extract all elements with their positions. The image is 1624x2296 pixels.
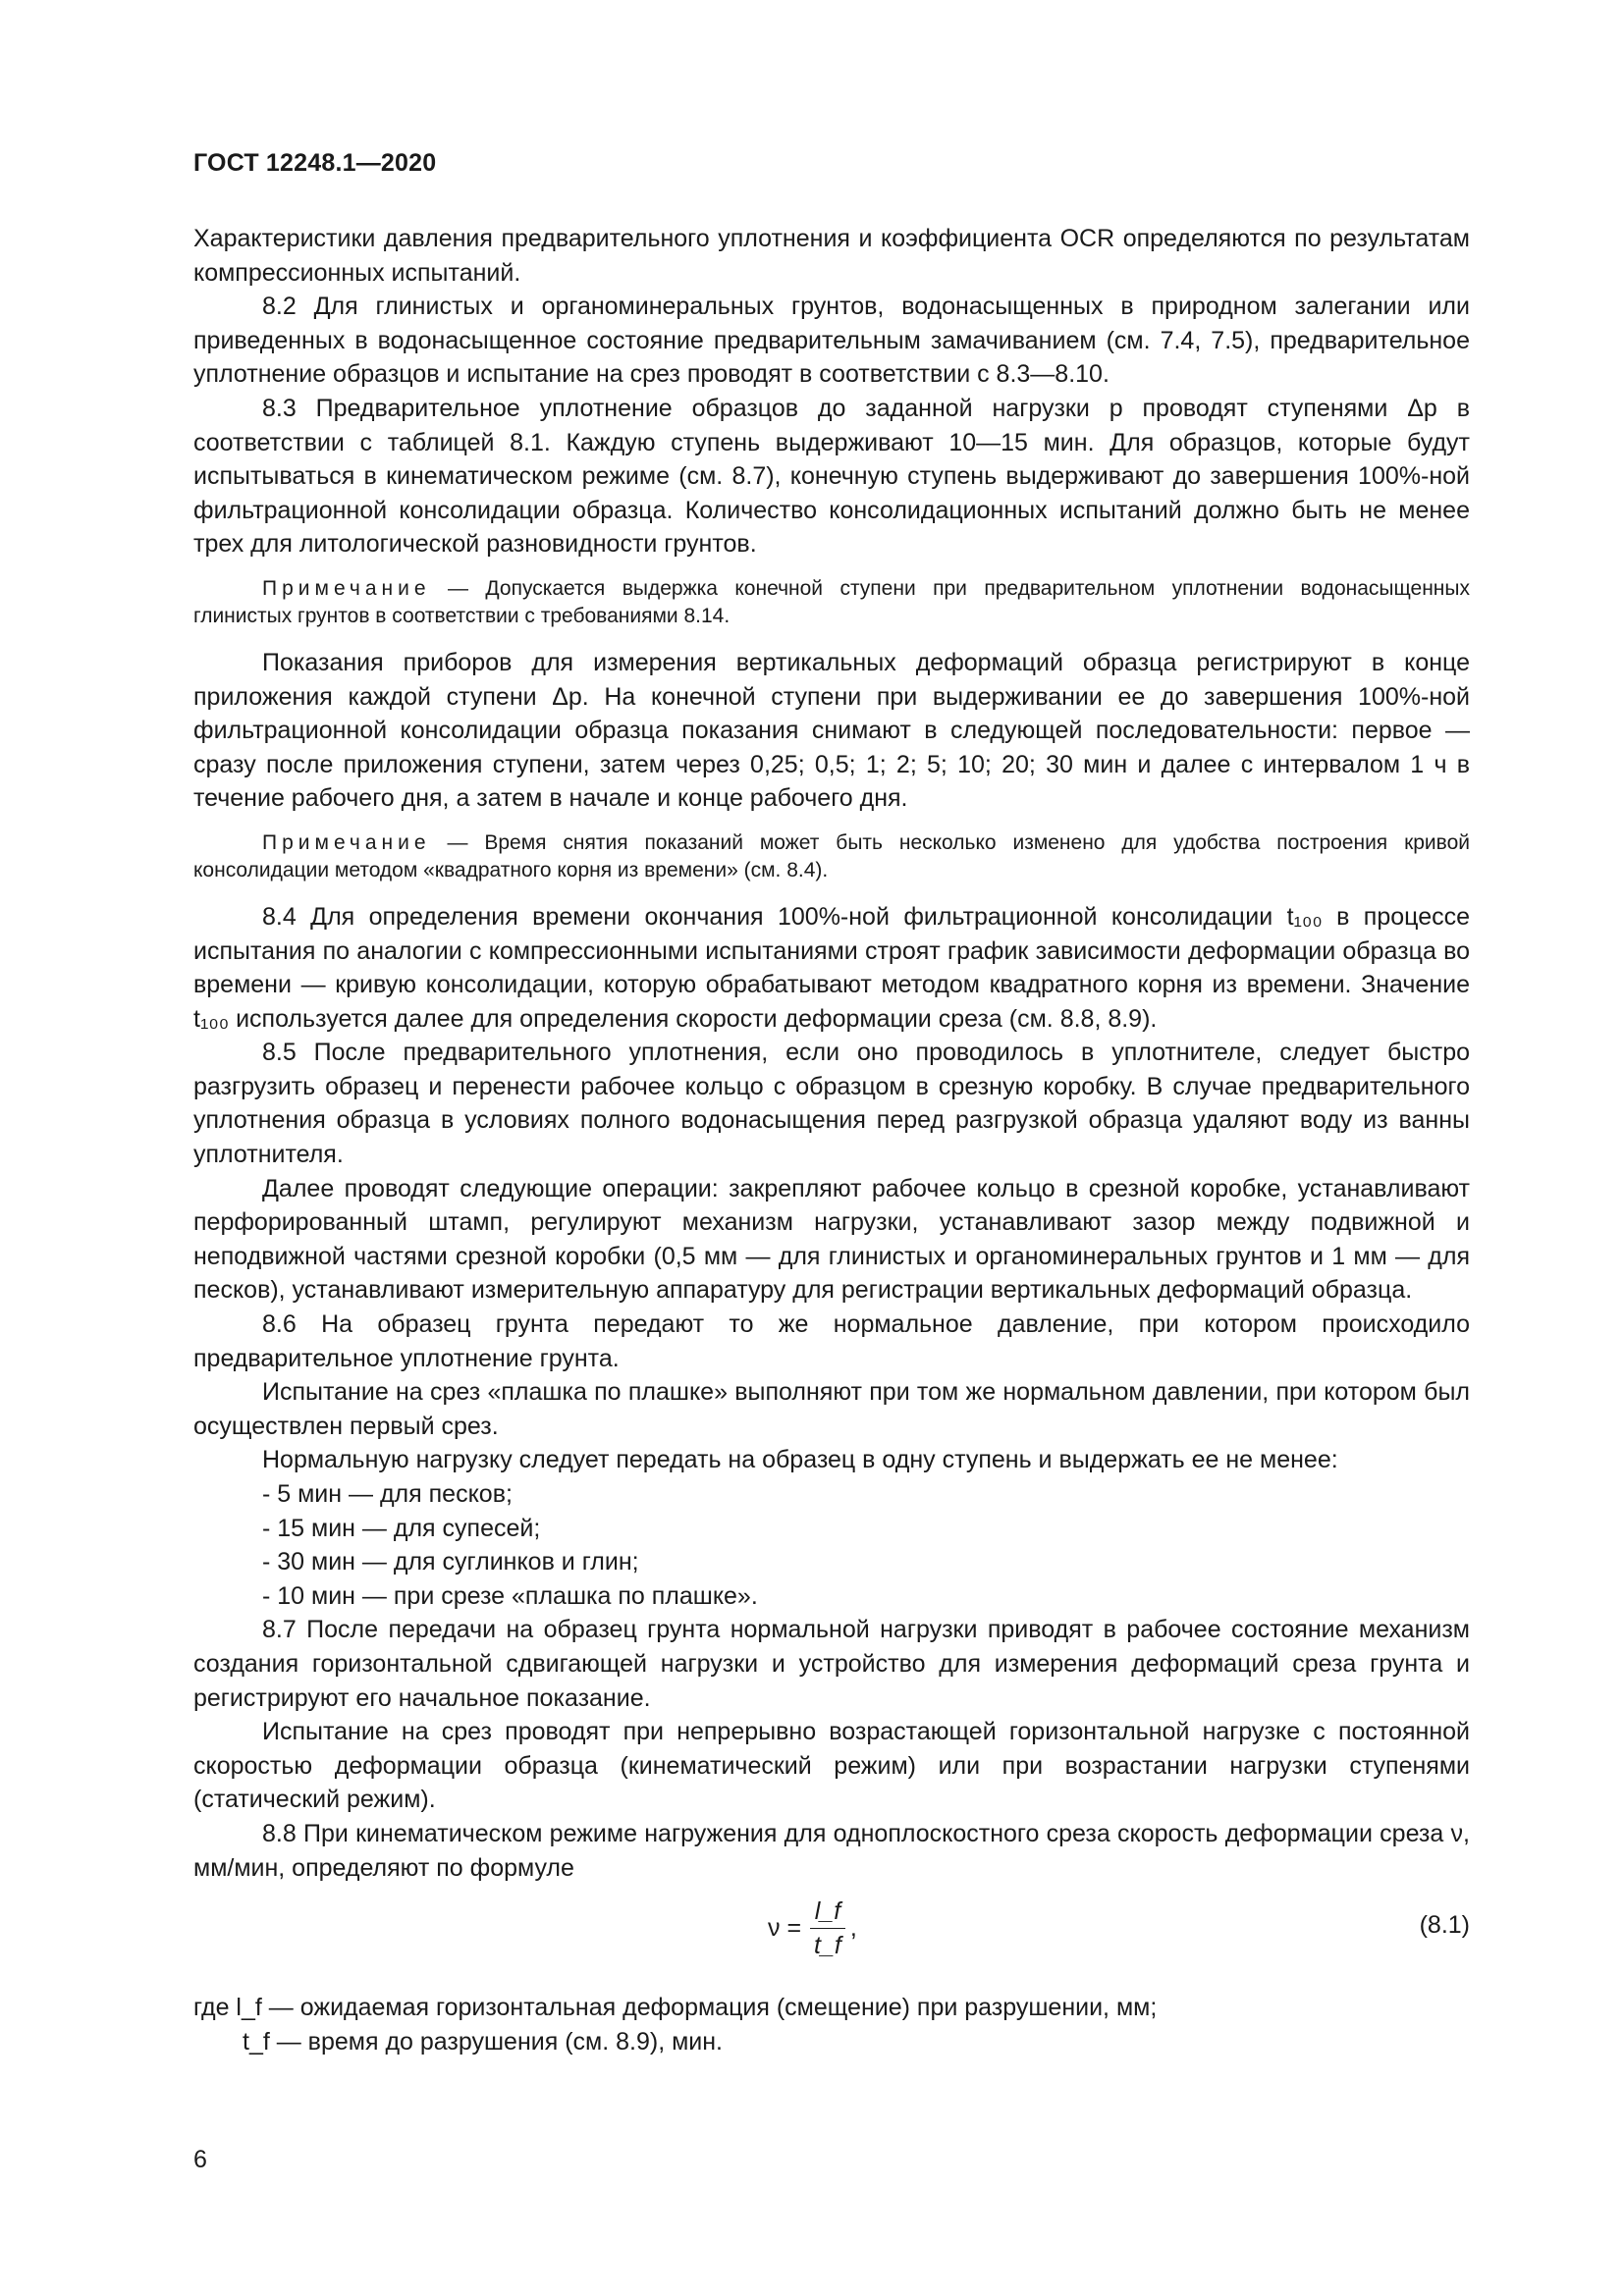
note-label: Примечание: [262, 576, 431, 600]
paragraph-normal-load: Нормальную нагрузку следует передать на образец в одну ступень и выдержать ее не менее:: [262, 1446, 1338, 1474]
paragraph-8-8: 8.8 При кинематическом режиме нагружения для одноплоскостного среза скорость деформации среза ν, мм/мин, определяют по формуле: [193, 1819, 1470, 1882]
formula-denominator: t_f: [814, 1932, 841, 1960]
document-number-header: ГОСТ 12248.1—2020: [193, 149, 437, 177]
note-text: — Время снятия показаний может быть несколько изменено для удобства построения кривой консолидации методом «квадратного корня из времени» (см. 8.4).: [193, 830, 1470, 881]
note-label: Примечание: [262, 830, 431, 854]
note-text: — Допускается выдержка конечной ступени при предварительном уплотнении водонасыщенных глинистых грунтов в соответствии с требованиями 8.14.: [193, 576, 1470, 627]
formula-lhs: ν =: [768, 1914, 802, 1943]
list-item: - 30 мин — для суглинков и глин;: [262, 1548, 639, 1576]
paragraph-8-5: 8.5 После предварительного уплотнения, если оно проводилось в уплотнителе, следует быстро разгрузить образец и перенести рабочее кольцо с образцом в срезную коробку. В случае предварительного уплотнения образца в условиях полного водонасыщения перед разгрузкой образца удаляют воду из ванны уплотнителя.: [193, 1039, 1470, 1169]
paragraph-readings: Показания приборов для измерения вертикальных деформаций образца регистрируют в конце приложения каждой ступени Δp. На конечной ступени при выдерживании ее до завершения 100%-ной фильтрационной консолидации образца показания снимают в следующей последовательности: первое — сразу после приложения ступени, затем через 0,25; 0,5; 1; 2; 5; 10; 20; 30 мин и далее с интервалом 1 ч в течение рабочего дня, а затем в начале и конце рабочего дня.: [193, 648, 1470, 813]
paragraph-operations: Далее проводят следующие операции: закрепляют рабочее кольцо в срезной коробке, устанавливают перфорированный штамп, регулируют механизм нагрузки, устанавливают зазор между подвижной и неподвижной частями срезной коробки (0,5 мм — для глинистых и органоминеральных грунтов и 1 мм — для песков), устанавливают измерительную аппаратуру для регистрации вертикальных деформаций образца.: [193, 1174, 1470, 1305]
formula-legend: [193, 1991, 1470, 2058]
legend-line: где l_f — ожидаемая горизонтальная деформация (смещение) при разрушении, мм;: [193, 1994, 1158, 2022]
formula-numerator: l_f: [810, 1895, 845, 1929]
paragraph: Характеристики давления предварительного уплотнения и коэффициента OCR определяются по результатам компрессионных испытаний.: [193, 225, 1470, 287]
paragraph-8-2: 8.2 Для глинистых и органоминеральных грунтов, водонасыщенных в природном залегании или приведенных в водонасыщенное состояние предварительным замачиванием (см. 7.4, 7.5), предварительное уплотнение образцов и испытание на срез проводят в соответствии с 8.3—8.10.: [193, 293, 1470, 389]
legend-line: t_f — время до разрушения (см. 8.9), мин.: [243, 2027, 723, 2056]
document-body: [193, 222, 1470, 2058]
list-item: - 5 мин — для песков;: [262, 1480, 513, 1508]
paragraph-shear-test: Испытание на срез проводят при непрерывно возрастающей горизонтальной нагрузке с постоянной скоростью деформации образца (кинематический режим) или при возрастании нагрузки ступенями (статический режим).: [193, 1718, 1470, 1814]
list-item: - 15 мин — для супесей;: [262, 1514, 541, 1542]
formula-8-1: [193, 1889, 1470, 1987]
duration-list: [193, 1477, 1470, 1613]
paragraph-8-6: 8.6 На образец грунта передают то же нормальное давление, при котором происходило предварительное уплотнение грунта.: [193, 1310, 1470, 1372]
note-1: [193, 575, 1470, 630]
formula-trail: ,: [849, 1914, 857, 1943]
paragraph-8-4: 8.4 Для определения времени окончания 100%-ной фильтрационной консолидации t₁₀₀ в процессе испытания по аналогии с компрессионными испытаниями строят график зависимости деформации образца во времени — кривую консолидации, которую обрабатывают методом квадратного корня из времени. Значение t₁₀₀ используется далее для определения скорости деформации среза (см. 8.8, 8.9).: [193, 902, 1470, 1033]
paragraph-8-7: 8.7 После передачи на образец грунта нормальной нагрузки приводят в рабочее состояние механизм создания горизонтальной сдвигающей нагрузки и устройство для измерения деформаций среза грунта и регистрируют его начальное показание.: [193, 1616, 1470, 1712]
paragraph-8-3: 8.3 Предварительное уплотнение образцов до заданной нагрузки p проводят ступенями Δp в соответствии с таблицей 8.1. Каждую ступень выдерживают 10—15 мин. Для образцов, которые будут испытываться в кинематическом режиме (см. 8.7), конечную ступень выдерживают до завершения 100%-ной фильтрационной консолидации образца. Количество консолидационных испытаний должно быть не менее трех для литологической разновидности грунтов.: [193, 394, 1470, 559]
formula-number: (8.1): [1419, 1911, 1470, 1940]
list-item: - 10 мин — при срезе «плашка по плашке».: [262, 1581, 758, 1610]
page-number: 6: [193, 2146, 207, 2173]
formula-fraction: [809, 1895, 846, 1962]
note-2: [193, 829, 1470, 884]
paragraph-plate-test: Испытание на срез «плашка по плашке» выполняют при том же нормальном давлении, при котором был осуществлен первый срез.: [193, 1378, 1470, 1440]
formula-expression: [768, 1895, 857, 1962]
